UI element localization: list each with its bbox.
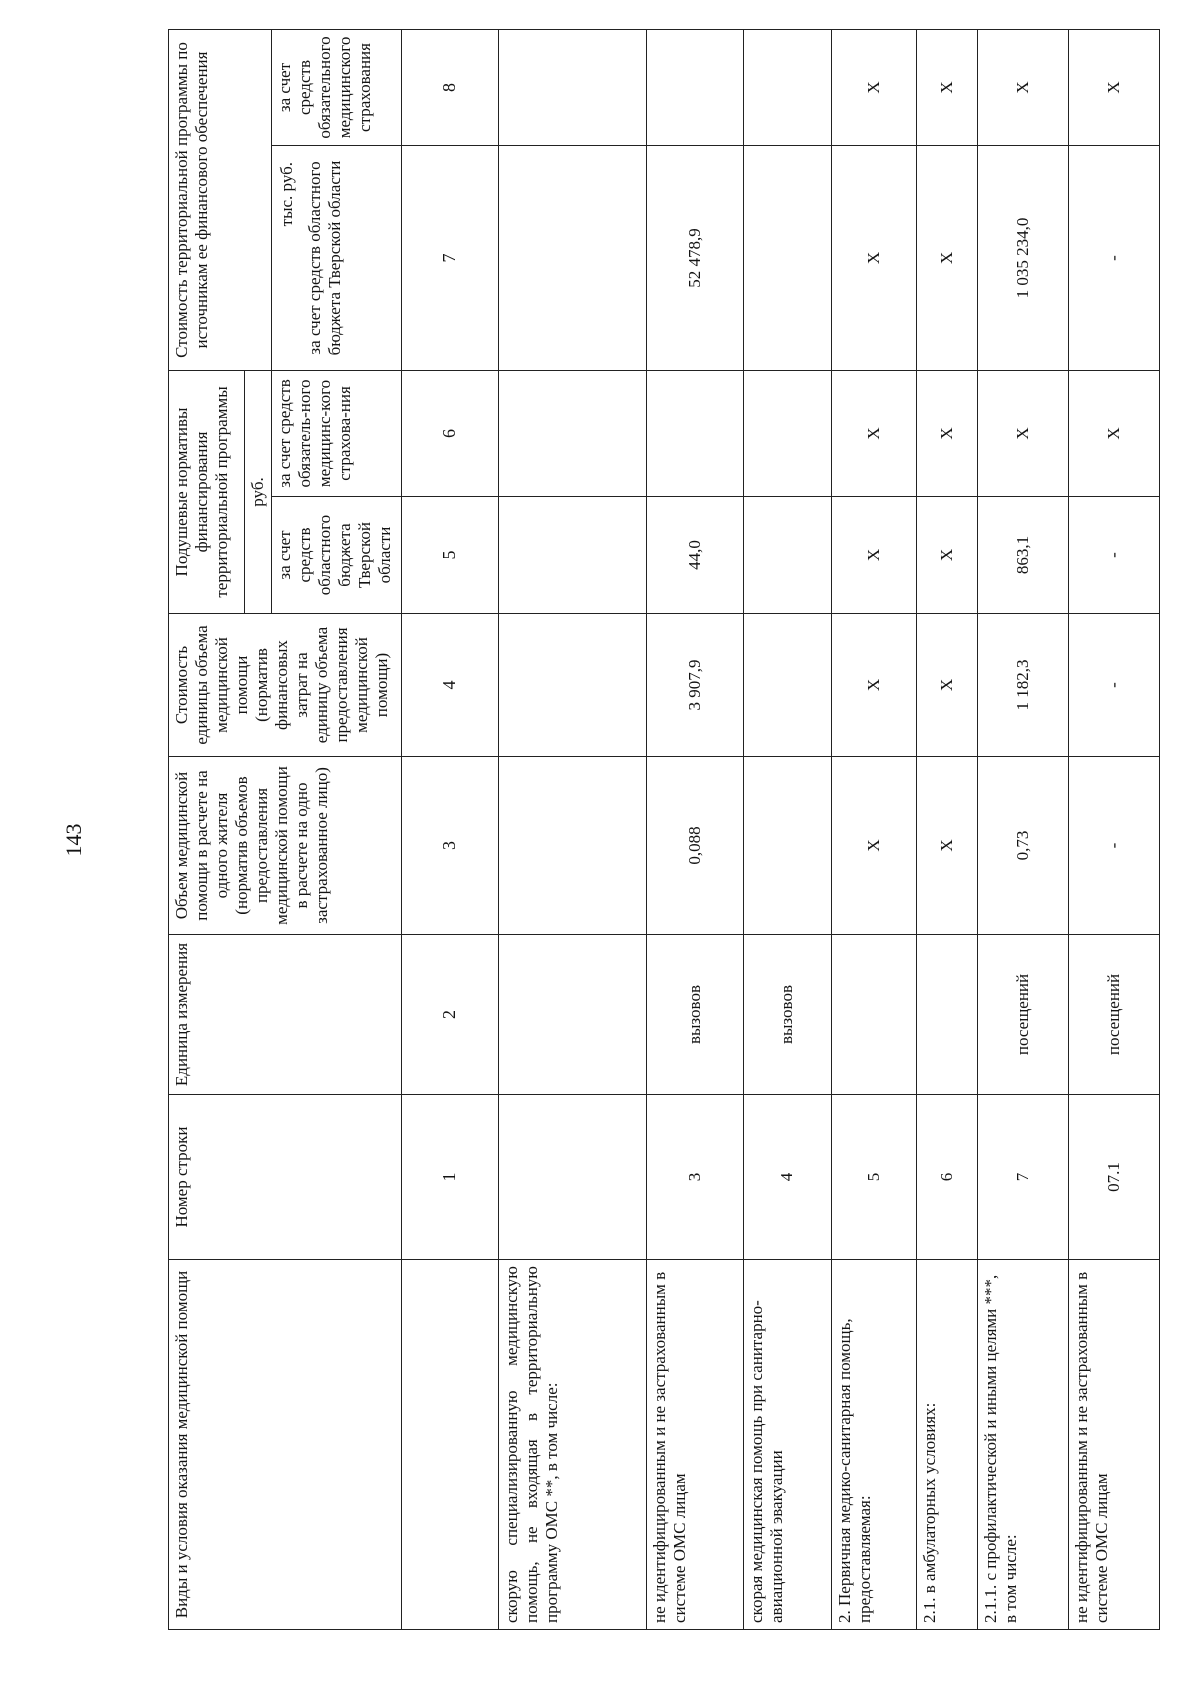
header-cost-budget-label: за счет средств областного бюджета Тверской области [305, 160, 345, 356]
header-per-capita-unit: руб. [245, 370, 272, 613]
cell-pc-budget [743, 497, 831, 614]
cell-volume [743, 757, 831, 935]
cell-cost-budget: - [1068, 145, 1159, 370]
cell-unit: вызовов [647, 935, 743, 1095]
cell-cost-budget: 52 478,9 [647, 145, 743, 370]
cell-unit: посещений [1068, 935, 1159, 1095]
cell-cost-oms [743, 29, 831, 145]
header-per-capita-oms: за счет средств обязатель-ного медицинс-кого страхова-ния [272, 370, 402, 496]
cell-cost-oms: X [978, 29, 1069, 145]
cell-unit-cost [743, 614, 831, 757]
table-row [743, 29, 831, 1629]
cell-row: 4 [743, 1095, 831, 1260]
column-number: 3 [402, 757, 498, 935]
cell-unit-cost: X [917, 614, 978, 757]
cell-row: 3 [647, 1095, 743, 1260]
cell-row: 5 [831, 1095, 916, 1260]
column-number: 6 [402, 370, 498, 496]
cell-pc-budget [498, 497, 647, 614]
table-row [978, 29, 1069, 1629]
header-volume: Объем медицинской помощи в расчете на одного жителя (норматив объемов предоставления медицинской помощи в расчете на одно застрахованное лицо) [169, 757, 402, 935]
table-row [647, 29, 743, 1629]
header-cost-oms: за счет средств обязательного медицинского страхования [272, 29, 402, 145]
financing-table [168, 29, 1160, 1630]
cell-cost-oms: X [917, 29, 978, 145]
cell-unit-cost [498, 614, 647, 757]
cell-volume: 0,73 [978, 757, 1069, 935]
cell-pc-budget: 44,0 [647, 497, 743, 614]
cell-row: 7 [978, 1095, 1069, 1260]
cell-pc-oms [647, 370, 743, 496]
cell-volume: 0,088 [647, 757, 743, 935]
column-number: 2 [402, 935, 498, 1095]
cell-pc-oms [743, 370, 831, 496]
table-row [831, 29, 916, 1629]
cell-kind: 2. Первичная медико-санитарная помощь, предоставляемая: [831, 1260, 916, 1630]
header-unit: Единица измерения [169, 935, 402, 1095]
header-cost-budget [272, 145, 402, 370]
cell-unit-cost: X [831, 614, 916, 757]
table-row [917, 29, 978, 1629]
page-number: 143 [61, 823, 86, 857]
header-kind: Виды и условия оказания медицинской помощи [169, 1260, 402, 1630]
header-cost-unit: тыс. руб. [277, 161, 297, 227]
cell-unit [917, 935, 978, 1095]
cell-unit [498, 935, 647, 1095]
header-per-capita-budget: за счет средств областного бюджета Тверской области [272, 497, 402, 614]
cell-unit-cost: 1 182,3 [978, 614, 1069, 757]
table-row [498, 29, 647, 1629]
cell-row [498, 1095, 647, 1260]
cell-kind: 2.1.1. с профилактической и иными целями ***, в том числе: [978, 1260, 1069, 1630]
cell-volume: X [831, 757, 916, 935]
cell-unit: вызовов [743, 935, 831, 1095]
cell-unit-cost: - [1068, 614, 1159, 757]
column-number-blank [402, 1260, 498, 1630]
cell-pc-budget: - [1068, 497, 1159, 614]
cell-pc-oms [498, 370, 647, 496]
rotated-table-sheet [168, 30, 1160, 1630]
cell-pc-budget: X [917, 497, 978, 614]
column-number: 4 [402, 614, 498, 757]
cell-cost-budget: 1 035 234,0 [978, 145, 1069, 370]
cell-unit: посещений [978, 935, 1069, 1095]
cell-row: 07.1 [1068, 1095, 1159, 1260]
cell-pc-budget: X [831, 497, 916, 614]
column-number-row [402, 29, 498, 1629]
cell-kind: скорую специализированную медицинскую помощь, не входящая в территориальную программу ОМС **, в том числе: [498, 1260, 647, 1630]
column-number: 1 [402, 1095, 498, 1260]
column-number: 8 [402, 29, 498, 145]
cell-cost-oms [498, 29, 647, 145]
cell-cost-budget [743, 145, 831, 370]
cell-cost-oms: X [1068, 29, 1159, 145]
cell-pc-oms: X [917, 370, 978, 496]
cell-cost-budget: X [831, 145, 916, 370]
column-number: 7 [402, 145, 498, 370]
column-number: 5 [402, 497, 498, 614]
cell-kind: не идентифицированным и не застрахованным в системе ОМС лицам [1068, 1260, 1159, 1630]
header-unit-cost: Стоимость единицы объема медицинской помощи (норматив финансовых затрат на единицу объема предоставления медицинской помощи) [169, 614, 402, 757]
cell-cost-oms: X [831, 29, 916, 145]
cell-pc-oms: X [831, 370, 916, 496]
header-row-number: Номер строки [169, 1095, 402, 1260]
header-per-capita-group: Подушевые нормативы финансирования территориальной программы [169, 370, 245, 613]
cell-kind: 2.1. в амбулаторных условиях: [917, 1260, 978, 1630]
cell-cost-oms [647, 29, 743, 145]
cell-unit-cost: 3 907,9 [647, 614, 743, 757]
cell-cost-budget [498, 145, 647, 370]
cell-pc-budget: 863,1 [978, 497, 1069, 614]
cell-cost-budget: X [917, 145, 978, 370]
header-cost-group: Стоимость территориальной программы по источникам ее финансового обеспечения [169, 29, 272, 370]
cell-volume: X [917, 757, 978, 935]
cell-pc-oms: X [1068, 370, 1159, 496]
cell-pc-oms: X [978, 370, 1069, 496]
cell-kind: скорая медицинская помощь при санитарно-авиационной эвакуации [743, 1260, 831, 1630]
cell-volume [498, 757, 647, 935]
cell-unit [831, 935, 916, 1095]
table-row [1068, 29, 1159, 1629]
cell-row: 6 [917, 1095, 978, 1260]
cell-kind: не идентифицированным и не застрахованным в системе ОМС лицам [647, 1260, 743, 1630]
cell-volume: - [1068, 757, 1159, 935]
